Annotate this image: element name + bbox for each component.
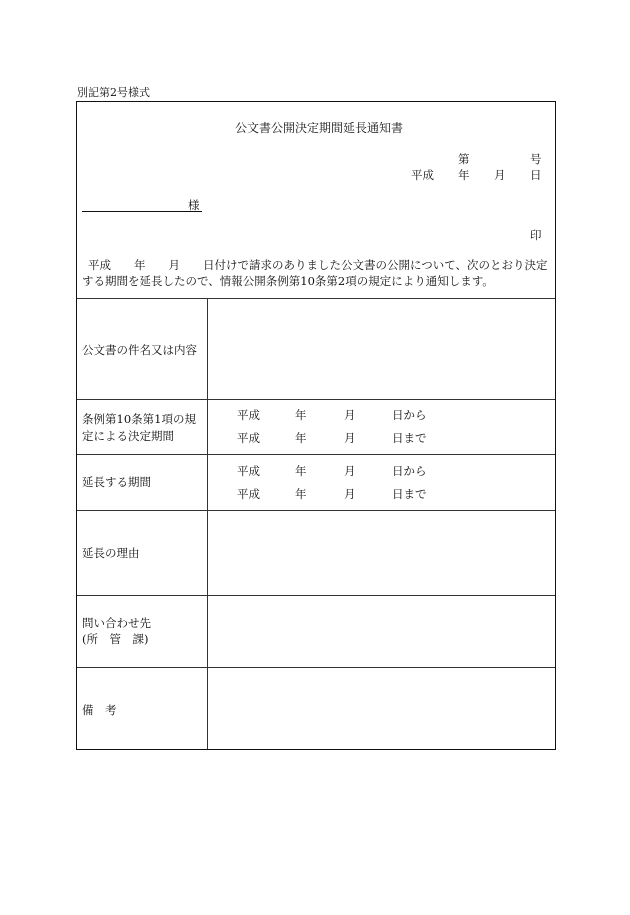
row-label-decision-period-2: 定による決定期間	[82, 429, 174, 443]
seal-mark: 印	[530, 228, 542, 242]
row-label-reason: 延長の理由	[82, 546, 140, 560]
period-era: 平成	[237, 431, 260, 445]
row-label-subject: 公文書の件名又は内容	[82, 343, 197, 357]
row-divider	[77, 667, 555, 668]
period-to: 日まで	[392, 431, 427, 445]
period-year: 年	[295, 464, 307, 478]
period-year: 年	[295, 487, 307, 501]
row-divider	[77, 399, 555, 400]
row-label-decision-period-1: 条例第10条第1項の規	[82, 412, 196, 426]
table-column-divider	[207, 298, 208, 749]
period-month: 月	[344, 464, 356, 478]
addressee-underline	[82, 211, 202, 212]
notice-body-text: 平成 年 月 日付けで請求のありました公文書の公開について、次のとおり決定する期間を延長したので、情報公開条例第10条第2項の規定により通知します。	[82, 258, 548, 288]
row-divider	[77, 595, 555, 596]
period-month: 月	[344, 431, 356, 445]
period-era: 平成	[237, 487, 260, 501]
number-go: 号	[530, 152, 542, 166]
row-label-contact-2: (所 管 課)	[82, 632, 149, 646]
date-era: 平成	[411, 168, 434, 182]
row-divider	[77, 510, 555, 511]
period-era: 平成	[237, 408, 260, 422]
row-label-extension-period: 延長する期間	[82, 475, 151, 489]
addressee-suffix: 様	[188, 198, 200, 212]
period-from: 日から	[392, 464, 427, 478]
document-frame	[76, 101, 556, 750]
row-label-contact-1: 問い合わせ先	[82, 616, 151, 630]
document-title: 公文書公開決定期間延長通知書	[235, 121, 404, 135]
period-year: 年	[295, 408, 307, 422]
row-label-remarks: 備 考	[82, 703, 117, 717]
period-to: 日まで	[392, 487, 427, 501]
form-number-label: 別記第2号様式	[77, 86, 150, 99]
period-from: 日から	[392, 408, 427, 422]
date-day: 日	[530, 168, 542, 182]
period-year: 年	[295, 431, 307, 445]
table-top-border	[77, 298, 555, 299]
date-month: 月	[494, 168, 506, 182]
period-era: 平成	[237, 464, 260, 478]
date-year: 年	[458, 168, 470, 182]
period-month: 月	[344, 487, 356, 501]
number-dai: 第	[458, 152, 470, 166]
period-month: 月	[344, 408, 356, 422]
row-divider	[77, 454, 555, 455]
